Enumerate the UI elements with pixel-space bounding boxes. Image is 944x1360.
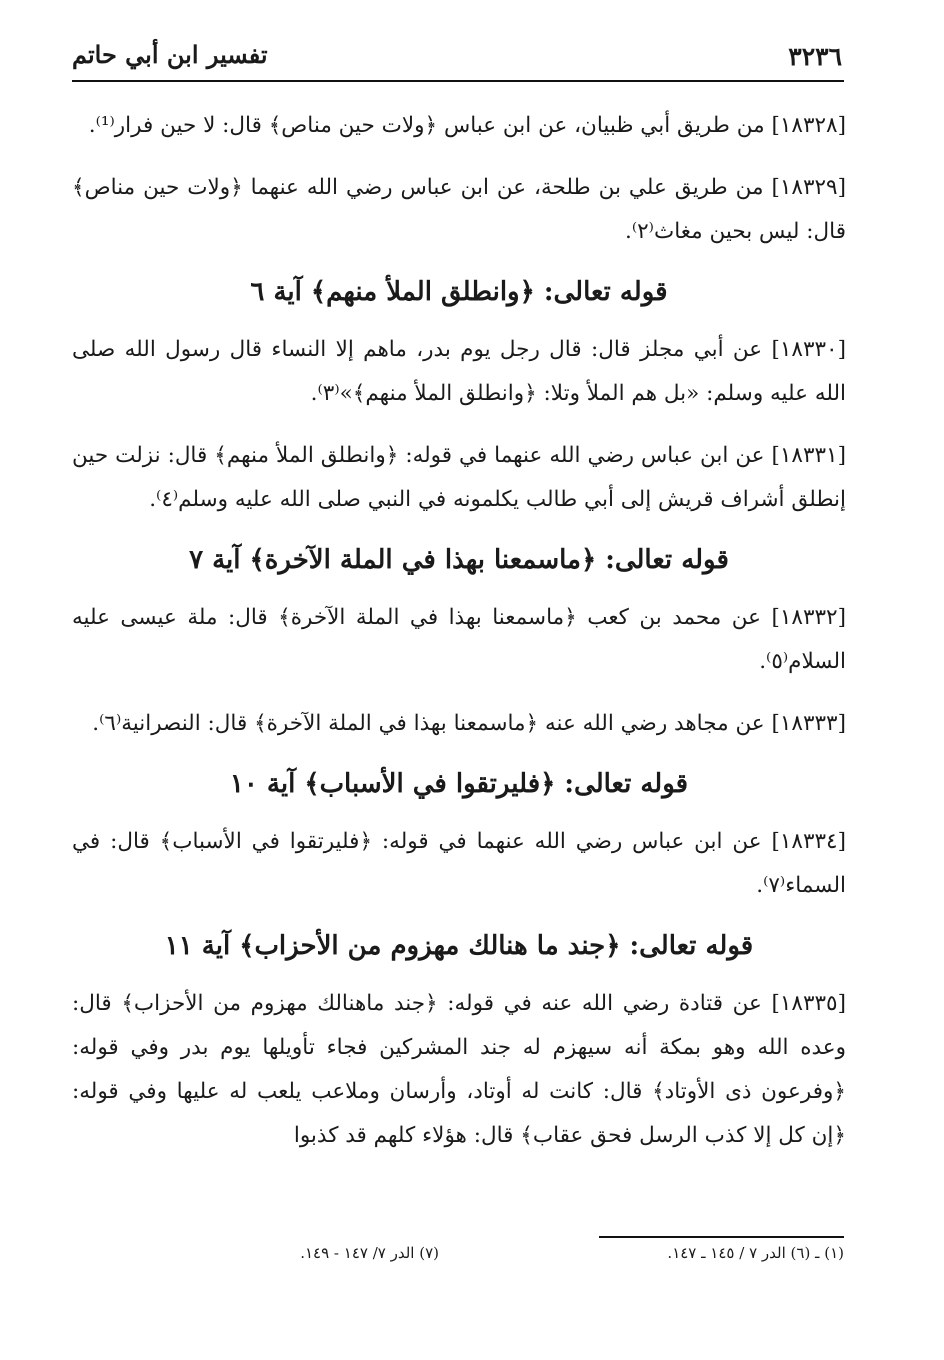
verse-heading-10: قوله تعالى: ﴿فليرتقوا في الأسباب﴾ آية ١٠ <box>229 769 689 799</box>
page-number: ٣٢٣٦ <box>788 42 842 71</box>
narration-18333: [١٨٣٣٣] عن مجاهد رضي الله عنه ﴿ماسمعنا بهذا في الملة الآخرة﴾ قال: النصرانية⁽٦⁾. <box>92 711 846 736</box>
narration-18329: [١٨٣٢٩] من طريق علي بن طلحة، عن ابن عباس رضي الله عنهما ﴿ولات حين مناص﴾ قال: ليس بحين مغاث⁽٢⁾. <box>72 175 846 244</box>
narration-18332: [١٨٣٣٢] عن محمد بن كعب ﴿ماسمعنا بهذا في الملة الآخرة﴾ قال: ملة عيسى عليه السلام⁽٥⁾. <box>72 605 846 674</box>
footnote-7: (٧) الدر ٧/ ١٤٧ - ١٤٩. <box>300 1244 439 1262</box>
header-divider <box>72 80 844 82</box>
book-title: تفسير ابن أبي حاتم <box>72 40 268 69</box>
verse-heading-11: قوله تعالى: ﴿جند ما هنالك مهزوم من الأحزاب﴾ آية ١١ <box>164 931 754 961</box>
footnote-divider <box>599 1236 844 1238</box>
narration-18328: [١٨٣٢٨] من طريق أبي ظبيان، عن ابن عباس ﴿ولات حين مناص﴾ قال: لا حين فرار⁽¹⁾. <box>88 113 846 138</box>
verse-heading-6: قوله تعالى: ﴿وانطلق الملأ منهم﴾ آية ٦ <box>250 277 668 307</box>
narration-18335: [١٨٣٣٥] عن قتادة رضي الله عنه في قوله: ﴿جند ماهنالك مهزوم من الأحزاب﴾ قال: وعده الله وهو بمكة أنه سيهزم له جند المشركين فجاء تأويلها يوم بدر وفي قوله: ﴿وفرعون ذى الأوتاد﴾ قال: كانت له أوتاد، وأرسان وملاعب يلعب له عليها وفي قوله: ﴿إن كل إلا كذب الرسل فحق عقاب﴾ قال: هؤلاء كلهم قد كذبوا <box>72 991 846 1148</box>
verse-heading-7: قوله تعالى: ﴿ماسمعنا بهذا في الملة الآخرة﴾ آية ٧ <box>189 545 729 575</box>
footnotes <box>100 1240 844 1270</box>
footnote-1-6: (١) ـ (٦) الدر ٧ / ١٤٥ ـ ١٤٧. <box>667 1244 844 1262</box>
narration-18330: [١٨٣٣٠] عن أبي مجلز قال: قال رجل يوم بدر، ماهم إلا النساء قال رسول الله صلى الله عليه وسلم: «بل هم الملأ وتلا: ﴿وانطلق الملأ منهم﴾»⁽٣⁾. <box>72 337 846 406</box>
narration-18331: [١٨٣٣١] عن ابن عباس رضي الله عنهما في قوله: ﴿وانطلق الملأ منهم﴾ قال: نزلت حين إنطلق أشراف قريش إلى أبي طالب يكلمونه في النبي صلى الله عليه وسلم⁽٤⁾. <box>72 443 846 512</box>
page-header <box>72 34 842 78</box>
page-body <box>72 104 846 1158</box>
narration-18334: [١٨٣٣٤] عن ابن عباس رضي الله عنهما في قوله: ﴿فليرتقوا في الأسباب﴾ قال: في السماء⁽٧⁾. <box>72 829 846 898</box>
